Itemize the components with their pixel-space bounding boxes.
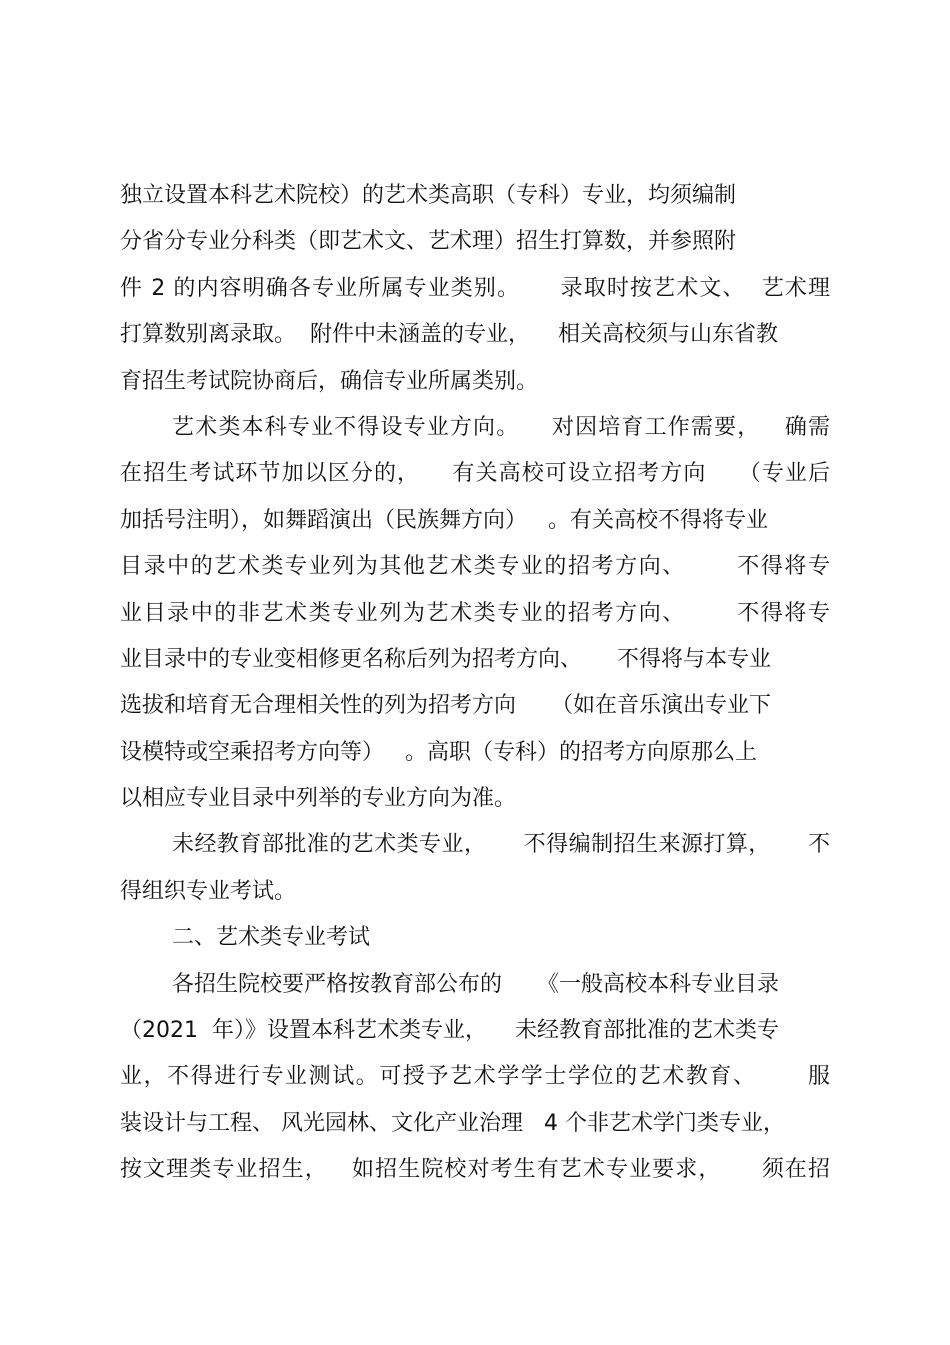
text-line: 业，不得进行专业测试。可授予艺术学学士学位的艺术教育、 服 (120, 1064, 830, 1090)
text-line: 独立设置本科艺术院校）的艺术类高职（专科）专业，均须编制 (120, 183, 737, 208)
text-line: 未经教育部批准的艺术类专业， 不得编制招生来源打算， 不 (172, 832, 830, 858)
text-line: 目录中的艺术类专业列为其他艺术类专业的招考方向、 不得将专 (120, 554, 830, 580)
body-text (120, 173, 830, 1194)
text-line: 分省分专业分科类（即艺术文、艺术理）招生打算数，并参照附 (120, 229, 737, 255)
text-line: 业目录中的非艺术类专业列为艺术类专业的招考方向、 不得将专 (120, 600, 830, 626)
text-line: 各招生院校要严格按教育部公布的 《一般高校本科专业目录 (172, 971, 779, 997)
text-line: 以相应专业目录中列举的专业方向为准。 (120, 786, 517, 812)
text-line: 二、艺术类专业考试 (172, 925, 371, 951)
text-line: 打算数别离录取。 附件中未涵盖的专业， 相关高校须与山东省教 (120, 322, 778, 348)
text-line: 得组织专业考试。 (120, 878, 297, 904)
text-line: 选拔和培育无合理相关性的列为招考方向 （如在音乐演出专业下 (120, 693, 771, 719)
text-line: 设模特或空乘招考方向等） 。高职（专科）的招考方向原那么上 (120, 739, 757, 765)
text-line: 业目录中的专业变相修更名称后列为招考方向、 不得将与本专业 (120, 646, 771, 672)
text-line: 按文理类专业招生， 如招生院校对考生有艺术专业要求， 须在招 (120, 1157, 830, 1183)
text-line: 在招生考试环节加以区分的， 有关高校可设立招考方向 （专业后 (120, 461, 830, 487)
text-line: 件 2 的内容明确各专业所属专业类别。 录取时按艺术文、 艺术理 (120, 275, 830, 301)
text-line: 加括号注明），如舞蹈演出（民族舞方向） 。有关高校不得将专业 (120, 507, 768, 533)
text-line: 装设计与工程、 风光园林、文化产业治理 4 个非艺术学门类专业， (120, 1110, 785, 1136)
text-line: 艺术类本科专业不得设专业方向。 对因培育工作需要， 确需 (172, 414, 830, 440)
text-line: 育招生考试院协商后，确信专业所属类别。 (120, 368, 539, 394)
text-line: （2021 年）》设置本科艺术类专业， 未经教育部批准的艺术类专 (120, 1018, 779, 1044)
